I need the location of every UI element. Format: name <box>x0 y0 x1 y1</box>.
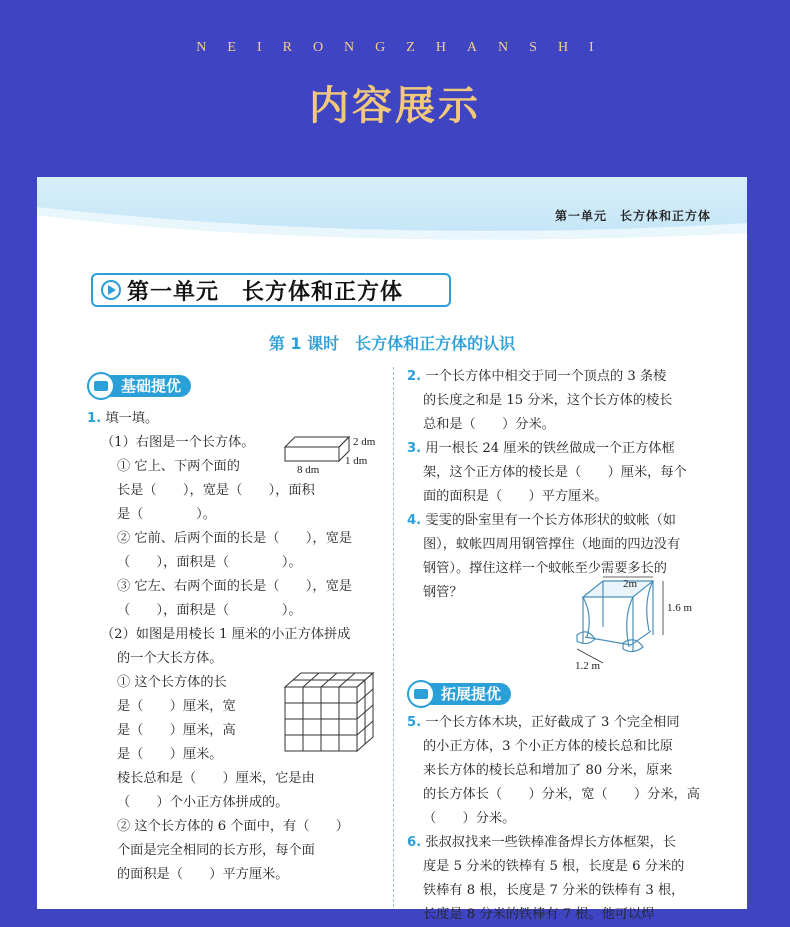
question-number: 1. <box>87 411 102 426</box>
question-number: 3. <box>407 441 422 456</box>
banner-pinyin: NEIRONGZHANSHI <box>196 40 615 55</box>
section-tag-basic <box>87 373 191 399</box>
text-line: 度是 5 分米的铁棒有 5 根，长度是 6 分米的 <box>423 859 685 874</box>
text-line: （ ），面积是（ ）。 <box>117 603 302 618</box>
text-line: ① 这个长方体的长 <box>117 675 227 690</box>
text-line: （1）右图是一个长方体。 <box>101 435 255 450</box>
banner-title: 内容展示 <box>309 83 481 129</box>
fig3-length-label: 2m <box>623 578 638 590</box>
question-number: 2. <box>407 369 422 384</box>
text-line: 是（ ）厘米，宽 <box>117 699 236 714</box>
question-number: 5. <box>407 715 422 730</box>
book-icon <box>87 372 115 400</box>
text-line: 的长度之和是 15 分米，这个长方体的棱长 <box>423 393 673 408</box>
text-line: （ ）个小正方体拼成的。 <box>117 795 289 810</box>
running-head: 第一单元 长方体和正方体 <box>554 209 711 223</box>
text-line: 棱长总和是（ ）厘米，它是由 <box>117 771 315 786</box>
text-line: 是（ ）厘米，高 <box>117 723 236 738</box>
fig3-height-label: 1.6 m <box>667 602 693 614</box>
text-line: 的一个大长方体。 <box>117 651 223 666</box>
text-line: ② 它前、后两个面的长是（ ），宽是 <box>117 531 352 546</box>
fig3-width-label: 1.2 m <box>575 660 601 672</box>
text-line: ② 这个长方体的 6 个面中，有（ ） <box>117 819 349 834</box>
text-line: 3. 用一根长 24 厘米的铁丝做成一个正方体框 <box>407 441 675 456</box>
question-number: 4. <box>407 513 422 528</box>
text-line: ① 它上、下两个面的 <box>117 459 240 474</box>
text-line: 4. 雯雯的卧室里有一个长方体形状的蚊帐（如 <box>407 513 676 528</box>
text-line: 是（ ）。 <box>117 507 216 522</box>
text-line: 的小正方体，3 个小正方体的棱长总和比原 <box>423 739 673 754</box>
text-line: 个面是完全相同的长方形，每个面 <box>117 843 315 858</box>
text-line: 的面积是（ ）平方厘米。 <box>117 867 289 882</box>
section-label-basic: 基础提优 <box>107 375 191 397</box>
page-header <box>37 177 747 253</box>
play-icon <box>101 280 121 300</box>
text-line: 钢管）。撑住这样一个蚊帐至少需要多长的 <box>423 561 667 576</box>
unit-title: 第一单元 长方体和正方体 <box>127 278 404 305</box>
section-label-extend: 拓展提优 <box>427 683 511 705</box>
text-line: 是（ ）厘米。 <box>117 747 223 762</box>
text-line: 长度是 8 分米的铁棒有 7 根。他可以焊 <box>423 907 655 922</box>
text-line: 面的面积是（ ）平方厘米。 <box>423 489 608 504</box>
question-number: 6. <box>407 835 422 850</box>
text-line: 长是（ ），宽是（ ），面积 <box>117 483 315 498</box>
fig1-length-label: 8 dm <box>297 464 320 476</box>
text-line: 总和是（ ）分米。 <box>423 417 555 432</box>
mosquito-net-figure <box>573 575 743 671</box>
fig1-width-label: 1 dm <box>345 455 368 467</box>
text-line: 2. 一个长方体中相交于同一个顶点的 3 条棱 <box>407 369 667 384</box>
right-column-bottom <box>407 711 737 927</box>
right-column-top <box>407 365 737 605</box>
text-line: 图），蚊帐四周用钢管撑住（地面的四边没有 <box>423 537 681 552</box>
section-tag-extend <box>407 681 511 707</box>
text-line: 钢管？ <box>423 585 463 600</box>
text-line: ③ 它左、右两个面的长是（ ），宽是 <box>117 579 352 594</box>
text-line: （2）如图是用棱长 1 厘米的小正方体拼成 <box>101 627 351 642</box>
textbook-page <box>37 177 747 922</box>
text-line: 6. 张叔叔找来一些铁棒准备焊长方体框架，长 <box>407 835 676 850</box>
text-line: 架，这个正方体的棱长是（ ）厘米，每个 <box>423 465 687 480</box>
cube-stack-figure <box>283 671 381 755</box>
text-line: 1. 填一填。 <box>87 411 159 426</box>
text-line: 5. 一个长方体木块，正好截成了 3 个完全相同 <box>407 715 680 730</box>
text-line: 的长方体长（ ）分米，宽（ ）分米，高 <box>423 787 700 802</box>
text-line: （ ）分米。 <box>423 811 516 826</box>
lesson-title: 第 1 课时 长方体和正方体的认识 <box>268 334 516 353</box>
text-line: （ ），面积是（ ）。 <box>117 555 302 570</box>
text-line: 来长方体的棱长总和增加了 80 分米，原来 <box>423 763 673 778</box>
text-line: 铁棒有 8 根，长度是 7 分米的铁棒有 3 根， <box>423 883 685 898</box>
left-column <box>87 407 387 887</box>
unit-title-box <box>91 273 451 307</box>
cuboid-figure <box>283 433 383 475</box>
rocket-icon <box>407 680 435 708</box>
column-divider <box>393 367 394 907</box>
fig1-height-label: 2 dm <box>353 436 376 448</box>
